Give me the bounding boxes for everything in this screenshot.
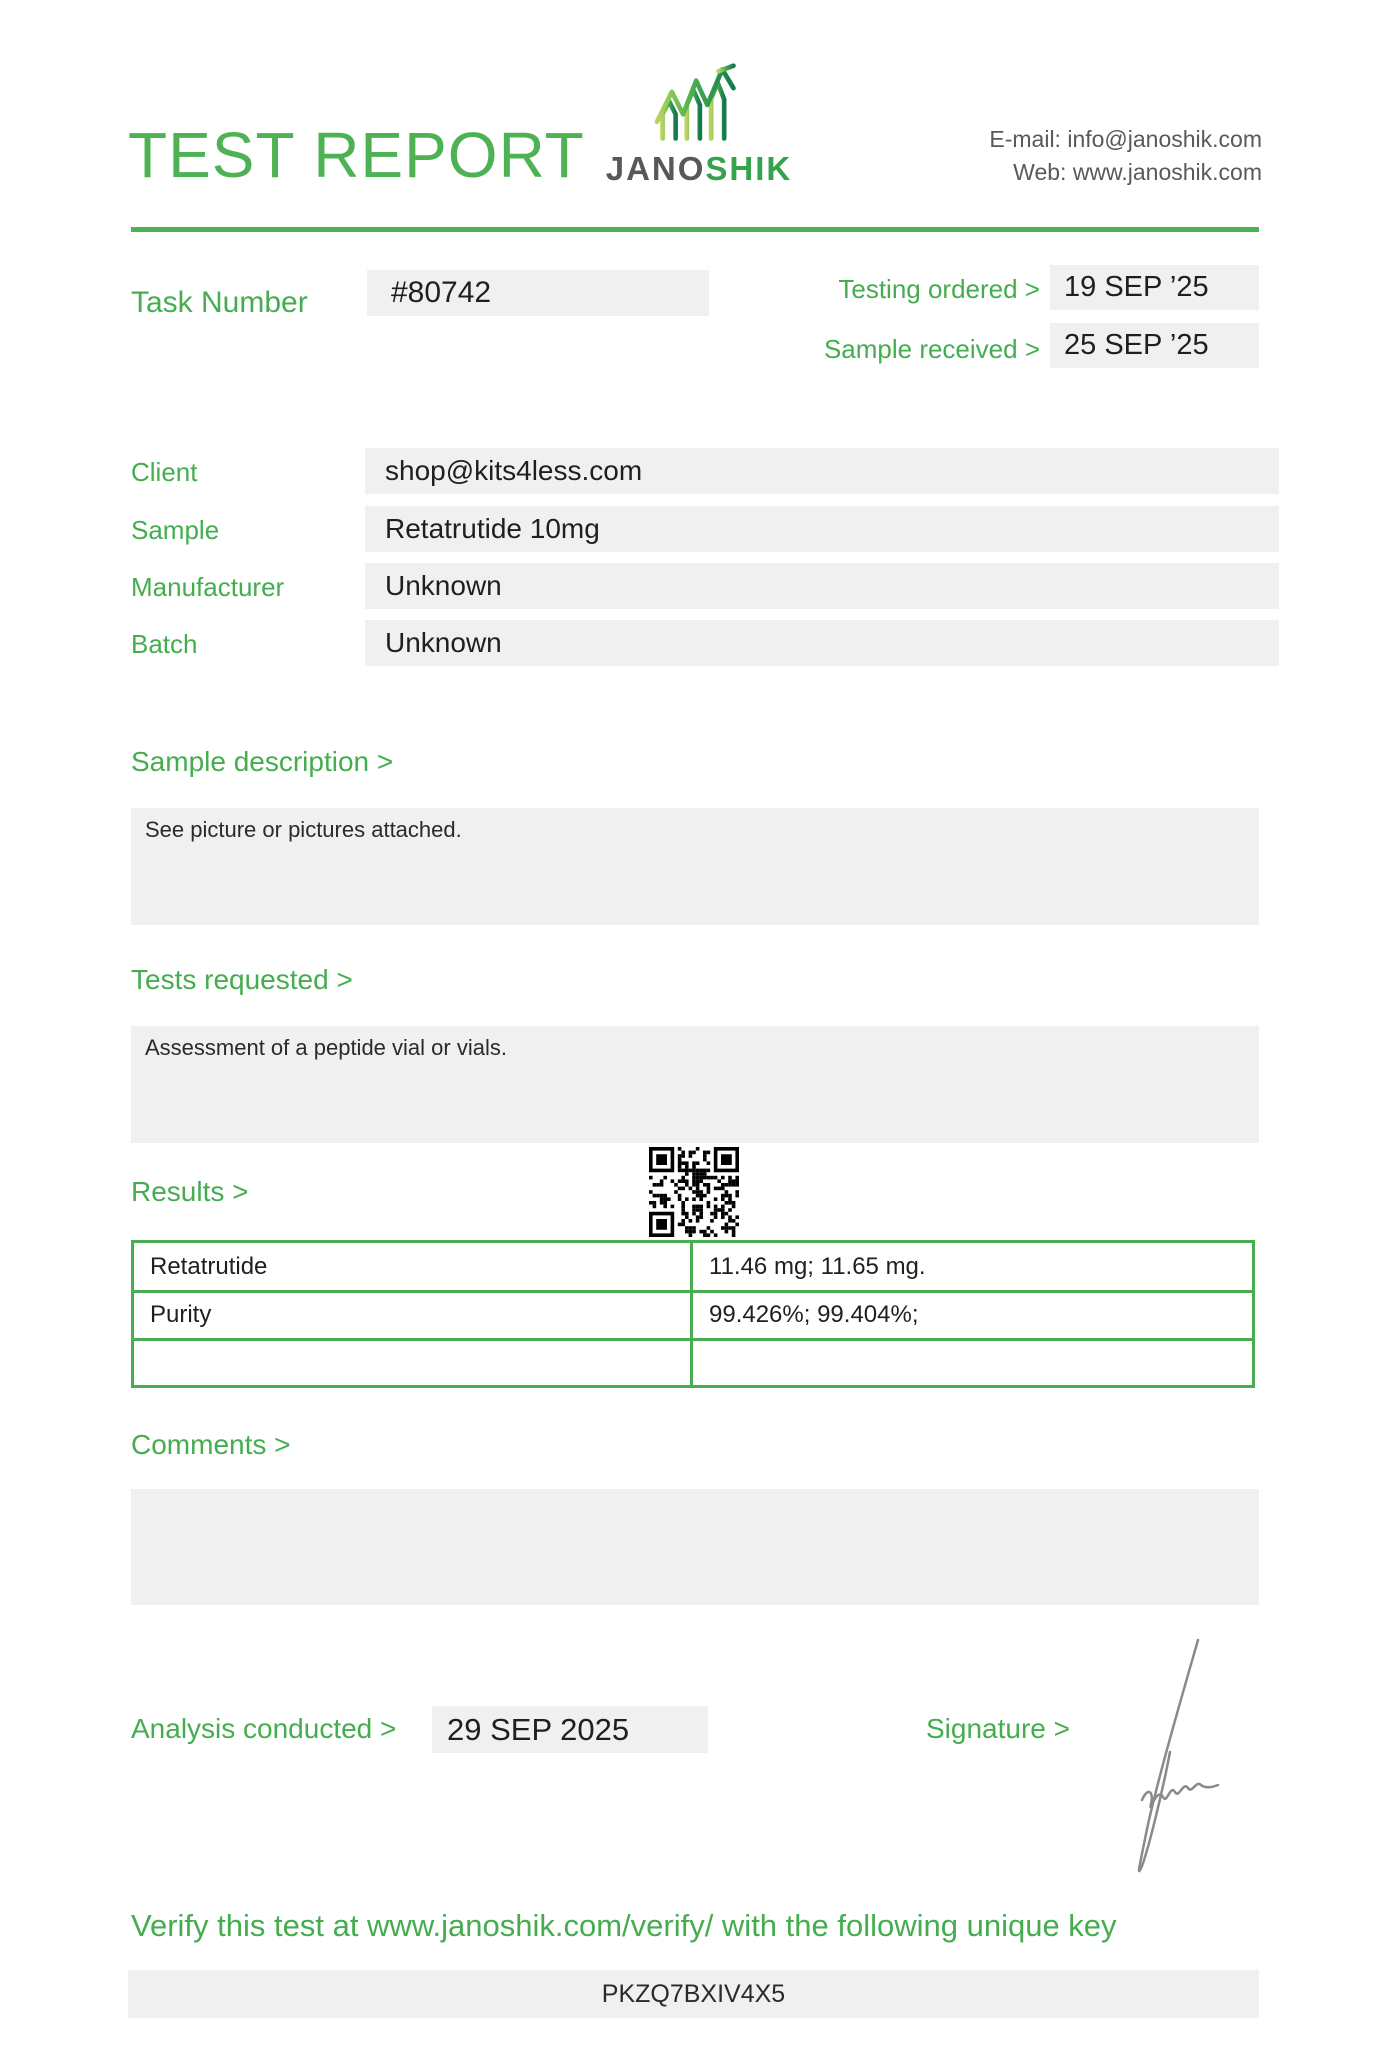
verify-instruction: Verify this test at www.janoshik.com/verify/ with the following unique key	[131, 1908, 1117, 1943]
page-title: TEST REPORT	[128, 119, 585, 191]
logo-part1: JANO	[605, 150, 706, 187]
tests-requested-box	[131, 1026, 1259, 1143]
qr-code	[649, 1147, 739, 1237]
sample-received-label: Sample received >	[823, 334, 1040, 364]
sample-received-date: 25 SEP ’25	[1050, 323, 1259, 368]
tests-requested-text: Assessment of a peptide vial or vials.	[145, 1035, 507, 1060]
task-number-label: Task Number	[131, 286, 308, 319]
logo-wordmark	[604, 150, 794, 188]
sample-description-box	[131, 808, 1259, 925]
sample-description-heading: Sample description >	[131, 746, 394, 777]
contact-email: E-mail: info@janoshik.com	[989, 126, 1262, 152]
tests-requested-heading: Tests requested >	[131, 964, 353, 995]
result-name	[134, 1338, 690, 1385]
result-value	[690, 1338, 1252, 1385]
manufacturer-value: Unknown	[365, 563, 1279, 609]
result-name: Purity	[134, 1290, 690, 1337]
sample-value: Retatrutide 10mg	[365, 506, 1279, 552]
batch-label: Batch	[131, 629, 198, 659]
signature-image	[1112, 1634, 1222, 1884]
task-number-value: #80742	[367, 270, 709, 316]
client-label: Client	[131, 457, 198, 487]
result-value: 99.426%; 99.404%;	[690, 1290, 1252, 1337]
signature-label: Signature >	[926, 1713, 1070, 1744]
logo-part2: SHIK	[705, 150, 793, 187]
sample-label: Sample	[131, 515, 220, 545]
analysis-date: 29 SEP 2025	[432, 1706, 708, 1753]
unique-key: PKZQ7BXIV4X5	[128, 1970, 1259, 2018]
results-table	[131, 1240, 1255, 1388]
analysis-conducted-label: Analysis conducted >	[131, 1713, 397, 1744]
comments-heading: Comments >	[131, 1429, 291, 1460]
testing-ordered-label: Testing ordered >	[838, 274, 1040, 304]
header-divider	[131, 227, 1259, 232]
result-value: 11.46 mg; 11.65 mg.	[690, 1243, 1252, 1290]
batch-value: Unknown	[365, 620, 1279, 666]
comments-text	[131, 1489, 145, 1498]
results-heading: Results >	[131, 1176, 249, 1207]
comments-box	[131, 1489, 1259, 1605]
result-name: Retatrutide	[150, 1252, 268, 1280]
client-value: shop@kits4less.com	[365, 448, 1279, 494]
testing-ordered-date: 19 SEP ’25	[1050, 265, 1259, 310]
sample-description-text: See picture or pictures attached.	[145, 817, 462, 842]
logo-chart-icon	[651, 62, 745, 146]
contact-web: Web: www.janoshik.com	[1013, 159, 1262, 185]
manufacturer-label: Manufacturer	[131, 572, 285, 602]
